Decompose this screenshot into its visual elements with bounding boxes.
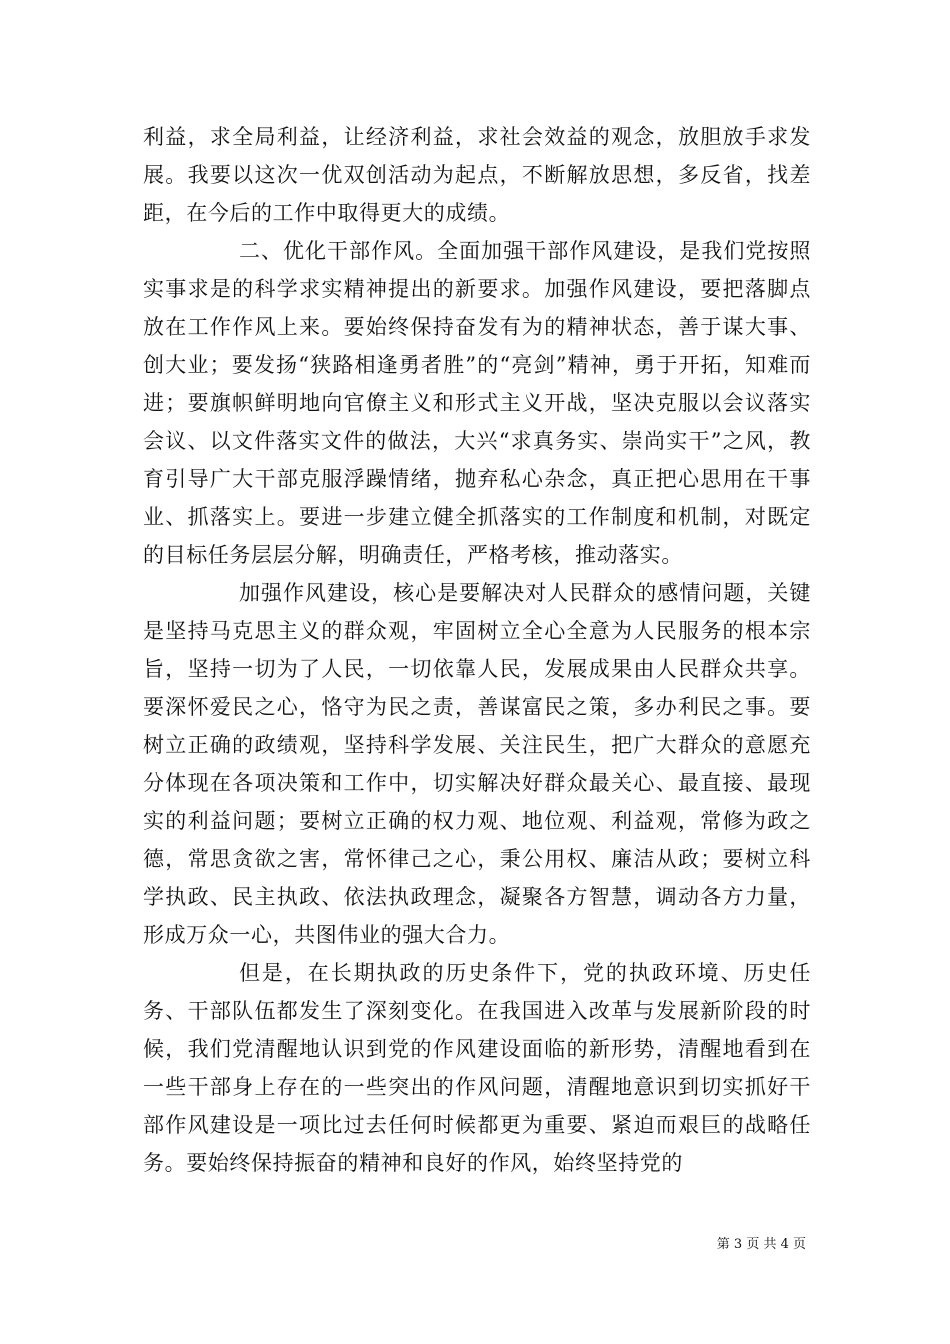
paragraph-style-core: 加强作风建设，核心是要解决对人民群众的感情问题，关键是坚持马克思主义的群众观，牢固树立全心全意为人民服务的根本宗旨，坚持一切为了人民，一切依靠人民，发展成果由人民群众共享。要深怀爱民之心，恪守为民之责，善谋富民之策，多办利民之事。要树立正确的政绩观，坚持科学发展、关注民生，把广大群众的意愿充分体现在各项决策和工作中，切实解决好群众最关心、最直接、最现实的利益问题；要树立正确的权力观、地位观、利益观，常修为政之德，常思贪欲之害，常怀律己之心，秉公用权、廉洁从政；要树立科学执政、民主执政、依法执政理念，凝聚各方智慧，调动各方力量，形成万众一心，共图伟业的强大合力。	[143, 581, 811, 947]
paragraph-continuation: 利益，求全局利益，让经济利益，求社会效益的观念，放胆放手求发展。我要以这次一优双创活动为起点，不断解放思想，多反省，找差距，在今后的工作中取得更大的成绩。	[143, 125, 811, 225]
page-number-footer: 第 3 页 共 4 页	[716, 1237, 806, 1252]
body-text	[143, 118, 811, 1182]
paragraph-cadre-style: 二、优化干部作风。全面加强干部作风建设，是我们党按照实事求是的科学求实精神提出的新要求。加强作风建设，要把落脚点放在工作作风上来。要始终保持奋发有为的精神状态，善于谋大事、创大业；要发扬“狭路相逢勇者胜”的“亮剑”精神，勇于开拓，知难而进；要旗帜鲜明地向官僚主义和形式主义开战，坚决克服以会议落实会议、以文件落实文件的做法，大兴“求真务实、崇尚实干”之风，教育引导广大干部克服浮躁情绪，抛弃私心杂念，真正把心思用在干事业、抓落实上。要进一步建立健全抓落实的工作制度和机制，对既定的目标任务层层分解，明确责任，严格考核，推动落实。	[143, 239, 811, 567]
paragraph-long-term-governance: 但是，在长期执政的历史条件下，党的执政环境、历史任务、干部队伍都发生了深刻变化。在我国进入改革与发展新阶段的时候，我们党清醒地认识到党的作风建设面临的新形势，清醒地看到在一些干部身上存在的一些突出的作风问题，清醒地意识到切实抓好干部作风建设是一项比过去任何时候都更为重要、紧迫而艰巨的战略任务。要始终保持振奋的精神和良好的作风，始终坚持党的	[143, 961, 811, 1175]
